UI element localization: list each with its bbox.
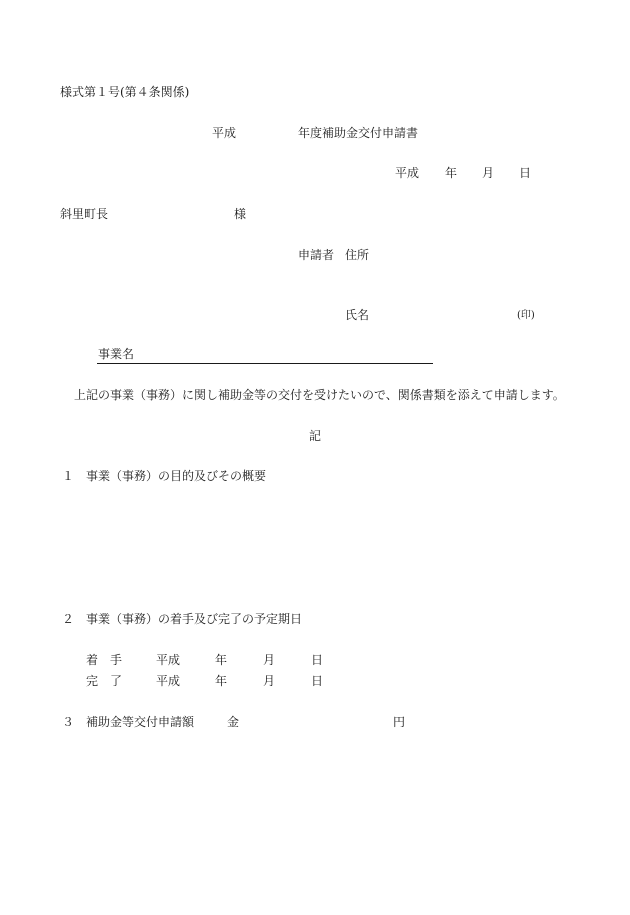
title-era: 平成 bbox=[212, 126, 237, 140]
date-era: 平成 bbox=[395, 166, 420, 180]
item-3-number: ３ bbox=[62, 715, 75, 729]
date-year-unit: 年 bbox=[445, 166, 458, 180]
date-day-unit: 日 bbox=[519, 166, 532, 180]
amount-currency-label: 金 bbox=[227, 715, 240, 729]
item-1-text: 事業（事務）の目的及びその概要 bbox=[86, 469, 267, 483]
amount-currency-unit: 円 bbox=[393, 715, 406, 729]
seal-mark: (印) bbox=[517, 310, 535, 321]
applicant-label: 申請者 bbox=[298, 248, 335, 262]
item-2-text: 事業（事務）の着手及び完了の予定期日 bbox=[86, 612, 303, 626]
schedule-end-label: 完 了 bbox=[86, 674, 123, 688]
statement: 上記の事業（事務）に関し補助金等の交付を受けたいので、関係書類を添えて申請します。 bbox=[74, 388, 565, 402]
project-name-underline bbox=[97, 363, 433, 364]
schedule-start-year-unit: 年 bbox=[215, 653, 228, 667]
schedule-start-day-unit: 日 bbox=[311, 653, 324, 667]
schedule-start-month-unit: 月 bbox=[263, 653, 276, 667]
date-month-unit: 月 bbox=[482, 166, 495, 180]
address-label: 住所 bbox=[345, 248, 370, 262]
item-3-text: 補助金等交付申請額 bbox=[86, 715, 195, 729]
item-2-number: ２ bbox=[62, 612, 75, 626]
schedule-start-era: 平成 bbox=[156, 653, 181, 667]
project-name-label: 事業名 bbox=[98, 347, 135, 361]
schedule-end-month-unit: 月 bbox=[263, 674, 276, 688]
form-number: 様式第１号(第４条関係) bbox=[60, 85, 190, 99]
name-label: 氏名 bbox=[345, 308, 370, 322]
schedule-start-label: 着 手 bbox=[86, 653, 123, 667]
page-title: 年度補助金交付申請書 bbox=[298, 126, 419, 140]
ki-heading: 記 bbox=[309, 429, 322, 443]
addressee-name: 斜里町長 bbox=[60, 207, 109, 221]
item-1-number: １ bbox=[62, 469, 75, 483]
schedule-end-day-unit: 日 bbox=[311, 674, 324, 688]
addressee-honorific: 様 bbox=[234, 207, 247, 221]
schedule-end-era: 平成 bbox=[156, 674, 181, 688]
schedule-end-year-unit: 年 bbox=[215, 674, 228, 688]
